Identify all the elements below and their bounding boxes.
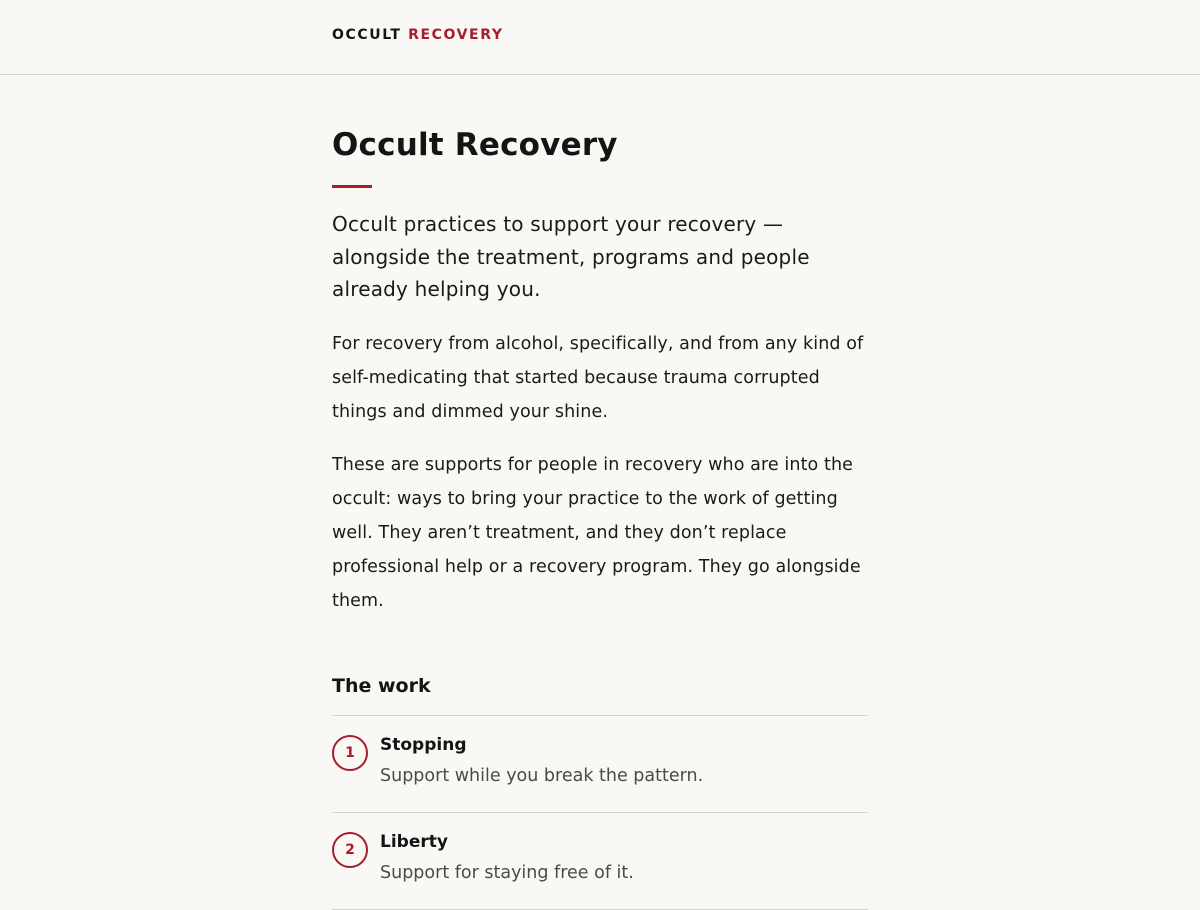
work-item-text (380, 831, 634, 885)
site-header (0, 0, 1200, 75)
work-item-liberty[interactable] (332, 813, 868, 910)
intro-paragraph-2: These are supports for people in recovery who are into the occult: ways to bring your practice to the work of getting well. They aren’t treatment, and they don’t replace professional help or a recovery program. They go alongside them. (332, 454, 861, 611)
title-accent-rule (332, 185, 372, 188)
step-number-badge: 2 (332, 832, 368, 868)
page-title: Occult Recovery (332, 127, 618, 163)
brand-word-recovery: RECOVERY (408, 27, 504, 43)
work-item-title: Liberty (380, 831, 448, 852)
section-heading-the-work: The work (332, 674, 431, 697)
work-item-title: Stopping (380, 734, 467, 755)
work-item-stopping[interactable] (332, 716, 868, 813)
main-content (332, 75, 868, 910)
site-brand-link[interactable] (332, 27, 504, 43)
work-list (332, 715, 868, 910)
lede-paragraph: Occult practices to support your recovery — alongside the treatment, programs and people already helping you. (332, 212, 810, 301)
step-number-badge: 1 (332, 735, 368, 771)
intro-paragraph-1: For recovery from alcohol, specifically, and from any kind of self-medicating that started because trauma corrupted things and dimmed your shine. (332, 333, 864, 422)
brand-word-occult: OCCULT (332, 27, 402, 43)
work-item-description: Support while you break the pattern. (380, 765, 704, 786)
work-item-description: Support for staying free of it. (380, 862, 634, 883)
work-item-text (380, 734, 703, 788)
